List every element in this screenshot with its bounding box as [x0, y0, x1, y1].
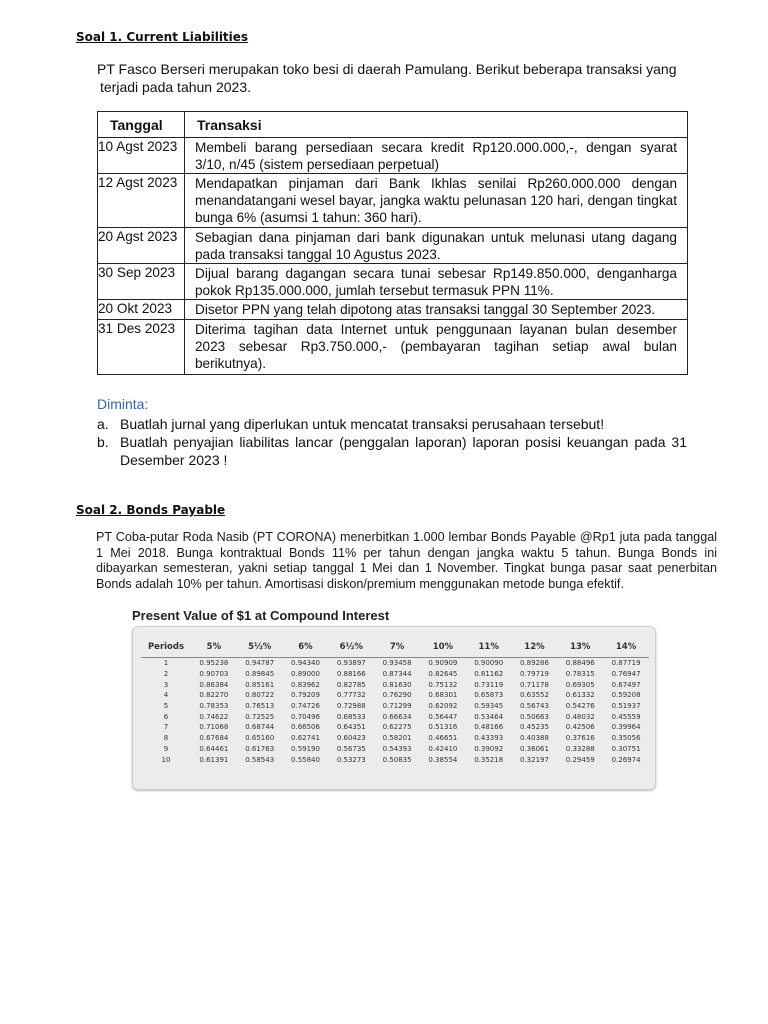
- pv-value-cell: 0.61391: [199, 755, 229, 764]
- pv-value-cell: 0.82270: [199, 691, 229, 700]
- task-marker: b.: [97, 434, 109, 450]
- pv-value-cell: 0.71178: [520, 680, 549, 689]
- pv-value-cell: 0.67684: [199, 734, 229, 743]
- pv-value-cell: 0.66506: [291, 723, 320, 732]
- pv-value-cell: 0.77732: [336, 691, 366, 700]
- pv-header-rate: 10%: [420, 637, 466, 658]
- pv-period-cell: 5: [163, 702, 169, 711]
- pv-period-cell: 7: [163, 723, 169, 732]
- pv-value-cell: 0.42506: [565, 723, 595, 732]
- pv-value-cell: 0.76947: [611, 670, 641, 679]
- transaction-date: 20 Okt 2023: [98, 300, 185, 320]
- pv-value-cell: 0.78353: [199, 702, 229, 711]
- task-list: [97, 415, 687, 469]
- pv-header-rate: 5½%: [237, 637, 283, 658]
- pv-value-cell: 0.90909: [428, 659, 458, 668]
- pv-value-cell: 0.68301: [428, 691, 458, 700]
- pv-value-cell: 0.59190: [291, 744, 320, 753]
- pv-value-cell: 0.81162: [474, 670, 504, 679]
- pv-value-cell: 0.56447: [428, 712, 458, 721]
- transaction-text: Sebagian dana pinjaman dari bank digunakan untuk melunasi utang dagang pada transaksi tanggal 10 Agustus 2023.: [185, 228, 688, 264]
- pv-value-cell: 0.42410: [428, 744, 458, 753]
- pv-value-cell: 0.26974: [611, 755, 641, 764]
- table-row: [141, 658, 649, 669]
- pv-value-cell: 0.58543: [245, 755, 275, 764]
- diminta-label: Diminta:: [97, 396, 149, 412]
- transaction-date: 10 Agst 2023: [98, 138, 185, 174]
- soal2-intro: PT Coba-putar Roda Nasib (PT CORONA) menerbitkan 1.000 lembar Bonds Payable @Rp1 juta pada tanggal 1 Mei 2018. Bunga kontraktual Bonds 11% per tahun dengan jangka waktu 5 tahun. Bunga Bonds ini dibayarkan semesteran, yakni setiap tanggal 1 Mei dan 1 November. Tingkat bunga pasar saat penerbitan Bonds adalah 10% per tahun. Amortisasi diskon/premium menggunakan metode bunga efektif.: [96, 530, 717, 591]
- pv-table: [141, 637, 649, 765]
- pv-value-cell: 0.54393: [382, 744, 412, 753]
- pv-value-cell: 0.30751: [611, 744, 641, 753]
- pv-value-cell: 0.76290: [382, 691, 412, 700]
- col-header-transaksi: Transaksi: [185, 112, 688, 138]
- pv-value-cell: 0.62741: [291, 734, 320, 743]
- pv-period-cell: 8: [163, 734, 169, 743]
- pv-value-cell: 0.81630: [382, 680, 412, 689]
- table-row: [141, 669, 649, 680]
- pv-value-cell: 0.55840: [291, 755, 320, 764]
- pv-value-cell: 0.39964: [611, 723, 641, 732]
- pv-value-cell: 0.76513: [245, 702, 275, 711]
- pv-value-cell: 0.36061: [520, 744, 549, 753]
- pv-value-cell: 0.59208: [611, 691, 641, 700]
- transaction-date: 20 Agst 2023: [98, 228, 185, 264]
- table-row: [141, 711, 649, 722]
- transaction-text: Dijual barang dagangan secara tunai sebesar Rp149.850.000, denganharga pokok Rp135.000.000, jumlah tersebut termasuk PPN 11%.: [185, 264, 688, 300]
- soal2-title: Soal 2. Bonds Payable: [76, 503, 226, 517]
- pv-value-cell: 0.87719: [611, 659, 641, 668]
- transaction-table: [97, 111, 688, 375]
- pv-period-cell: 6: [163, 712, 169, 721]
- pv-period-cell: 10: [161, 755, 171, 764]
- pv-value-cell: 0.61332: [565, 691, 595, 700]
- pv-value-cell: 0.94340: [291, 659, 320, 668]
- pv-value-cell: 0.72988: [336, 702, 366, 711]
- pv-value-cell: 0.48032: [565, 712, 595, 721]
- transaction-text: Membeli barang persediaan secara kredit Rp120.000.000,-, dengan syarat 3/10, n/45 (sistem persediaan perpetual): [185, 138, 688, 174]
- pv-value-cell: 0.79209: [291, 691, 320, 700]
- transaction-date: 31 Des 2023: [98, 320, 185, 375]
- pv-value-cell: 0.59345: [474, 702, 504, 711]
- pv-value-cell: 0.72525: [245, 712, 275, 721]
- pv-value-cell: 0.90090: [474, 659, 504, 668]
- pv-value-cell: 0.51316: [428, 723, 458, 732]
- pv-value-cell: 0.86384: [199, 680, 229, 689]
- table-row: [98, 174, 688, 228]
- pv-value-cell: 0.82785: [336, 680, 366, 689]
- pv-value-cell: 0.82645: [428, 670, 458, 679]
- pv-value-cell: 0.71299: [382, 702, 412, 711]
- table-row: [141, 733, 649, 744]
- task-marker: a.: [97, 416, 109, 432]
- pv-value-cell: 0.65873: [474, 691, 504, 700]
- pv-value-cell: 0.71068: [199, 723, 229, 732]
- pv-value-cell: 0.66634: [382, 712, 412, 721]
- pv-value-cell: 0.93897: [336, 659, 366, 668]
- pv-value-cell: 0.80722: [245, 691, 275, 700]
- pv-value-cell: 0.88166: [336, 670, 366, 679]
- col-header-tanggal: Tanggal: [98, 112, 185, 138]
- pv-value-cell: 0.56743: [520, 702, 549, 711]
- pv-value-cell: 0.35218: [474, 755, 504, 764]
- transaction-text: Mendapatkan pinjaman dari Bank Ikhlas senilai Rp260.000.000 dengan menandatangani wesel bayar, jangka waktu pelunasan 120 hari, dengan tingkat bunga 6% (asumsi 1 tahun: 360 hari).: [185, 174, 688, 228]
- table-row: [141, 744, 649, 755]
- pv-value-cell: 0.88496: [565, 659, 595, 668]
- pv-header-rate: 6½%: [328, 637, 374, 658]
- pv-value-cell: 0.94787: [245, 659, 275, 668]
- soal1-intro: [97, 60, 697, 96]
- pv-value-cell: 0.89286: [520, 659, 549, 668]
- soal1-title: Soal 1. Current Liabilities: [76, 30, 249, 44]
- pv-table-panel: [132, 626, 656, 790]
- pv-value-cell: 0.73119: [474, 680, 504, 689]
- table-row: [98, 320, 688, 375]
- pv-value-cell: 0.45559: [611, 712, 641, 721]
- pv-header-periods: Periods: [141, 637, 191, 658]
- pv-value-cell: 0.48166: [474, 723, 504, 732]
- transaction-text: Disetor PPN yang telah dipotong atas transaksi tanggal 30 September 2023.: [185, 300, 688, 320]
- pv-header-rate: 14%: [603, 637, 649, 658]
- pv-header-rate: 12%: [512, 637, 558, 658]
- pv-value-cell: 0.68744: [245, 723, 275, 732]
- pv-header-rate: 11%: [466, 637, 512, 658]
- pv-value-cell: 0.58201: [382, 734, 412, 743]
- transaction-date: 12 Agst 2023: [98, 174, 185, 228]
- pv-value-cell: 0.75132: [428, 680, 458, 689]
- table-row: [98, 264, 688, 300]
- pv-value-cell: 0.87344: [382, 670, 412, 679]
- soal1-intro-line1: PT Fasco Berseri merupakan toko besi di daerah Pamulang. Berikut beberapa transaksi yang: [97, 61, 677, 77]
- pv-value-cell: 0.32197: [520, 755, 549, 764]
- pv-value-cell: 0.50663: [520, 712, 549, 721]
- pv-value-cell: 0.64351: [336, 723, 366, 732]
- table-row: [141, 690, 649, 701]
- transaction-date: 30 Sep 2023: [98, 264, 185, 300]
- transaction-table-header: [98, 112, 688, 138]
- pv-value-cell: 0.56735: [336, 744, 366, 753]
- pv-value-cell: 0.60423: [336, 734, 366, 743]
- pv-value-cell: 0.29459: [565, 755, 595, 764]
- pv-header-row: [141, 637, 649, 658]
- pv-value-cell: 0.33288: [565, 744, 595, 753]
- pv-value-cell: 0.37616: [565, 734, 595, 743]
- pv-header-rate: 7%: [374, 637, 420, 658]
- pv-value-cell: 0.64461: [199, 744, 229, 753]
- soal1-intro-line2: terjadi pada tahun 2023.: [100, 79, 252, 95]
- pv-period-cell: 9: [163, 744, 169, 753]
- pv-value-cell: 0.95238: [199, 659, 229, 668]
- table-row: [141, 722, 649, 733]
- task-text: Buatlah penyajian liabilitas lancar (penggalan laporan) laporan posisi keuangan pada 31 Desember 2023 !: [120, 434, 687, 468]
- table-row: [141, 754, 649, 765]
- pv-value-cell: 0.70496: [291, 712, 320, 721]
- pv-value-cell: 0.62275: [382, 723, 412, 732]
- table-row: [141, 701, 649, 712]
- pv-table-body: [141, 658, 649, 765]
- pv-value-cell: 0.40388: [520, 734, 549, 743]
- pv-value-cell: 0.43393: [474, 734, 504, 743]
- pv-header-rate: 6%: [283, 637, 329, 658]
- pv-value-cell: 0.90703: [199, 670, 229, 679]
- pv-value-cell: 0.89000: [291, 670, 320, 679]
- pv-value-cell: 0.53273: [336, 755, 366, 764]
- pv-value-cell: 0.63552: [520, 691, 549, 700]
- pv-period-cell: 4: [163, 691, 169, 700]
- pv-value-cell: 0.54276: [565, 702, 595, 711]
- pv-period-cell: 3: [163, 680, 169, 689]
- pv-value-cell: 0.93458: [382, 659, 412, 668]
- pv-value-cell: 0.50835: [382, 755, 412, 764]
- list-item: [97, 433, 687, 469]
- task-text: Buatlah jurnal yang diperlukan untuk mencatat transaksi perusahaan tersebut!: [120, 416, 605, 432]
- pv-value-cell: 0.46651: [428, 734, 458, 743]
- table-row: [141, 679, 649, 690]
- pv-value-cell: 0.69305: [565, 680, 595, 689]
- pv-value-cell: 0.38554: [428, 755, 458, 764]
- pv-value-cell: 0.89845: [245, 670, 275, 679]
- pv-value-cell: 0.61763: [245, 744, 275, 753]
- pv-value-cell: 0.74726: [291, 702, 320, 711]
- pv-header-rate: 5%: [191, 637, 237, 658]
- list-item: [97, 415, 687, 433]
- pv-value-cell: 0.78315: [565, 670, 595, 679]
- table-row: [98, 228, 688, 264]
- pv-value-cell: 0.74622: [199, 712, 229, 721]
- pv-table-title: Present Value of $1 at Compound Interest: [132, 608, 390, 623]
- pv-value-cell: 0.45235: [520, 723, 549, 732]
- pv-value-cell: 0.53464: [474, 712, 504, 721]
- pv-value-cell: 0.83962: [291, 680, 320, 689]
- pv-value-cell: 0.39092: [474, 744, 504, 753]
- pv-value-cell: 0.65160: [245, 734, 275, 743]
- pv-value-cell: 0.79719: [520, 670, 549, 679]
- pv-value-cell: 0.51937: [611, 702, 641, 711]
- pv-value-cell: 0.35056: [611, 734, 641, 743]
- pv-header-rate: 13%: [557, 637, 603, 658]
- pv-period-cell: 2: [163, 670, 169, 679]
- pv-period-cell: 1: [163, 659, 169, 668]
- pv-value-cell: 0.67497: [611, 680, 641, 689]
- transaction-text: Diterima tagihan data Internet untuk penggunaan layanan bulan desember 2023 sebesar Rp3.750.000,- (pembayaran tagihan setiap awal bulan berikutnya).: [185, 320, 688, 375]
- pv-value-cell: 0.62092: [428, 702, 458, 711]
- pv-value-cell: 0.85161: [245, 680, 275, 689]
- table-row: [98, 138, 688, 174]
- table-row: [98, 300, 688, 320]
- pv-value-cell: 0.68533: [336, 712, 366, 721]
